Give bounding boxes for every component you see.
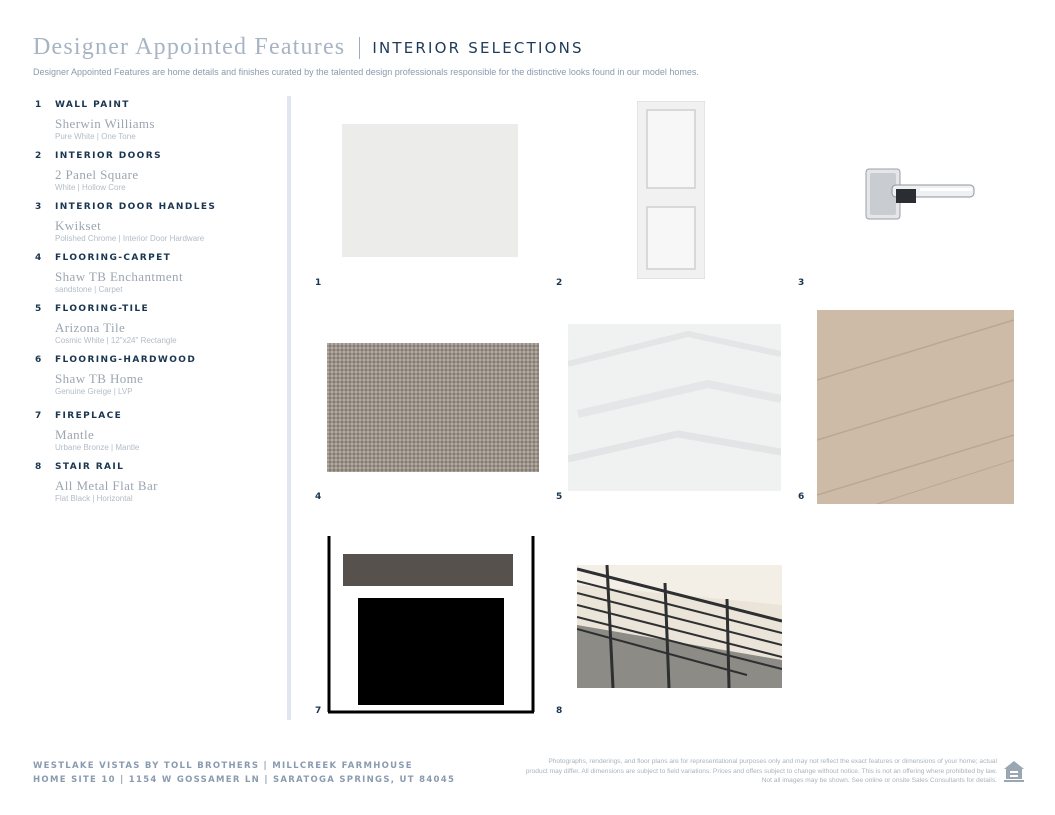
item-category: FLOORING-HARDWOOD xyxy=(55,355,197,365)
vertical-divider xyxy=(287,96,291,720)
item-name: 2 Panel Square xyxy=(55,167,139,182)
page-subtitle: INTERIOR SELECTIONS xyxy=(372,38,584,57)
image-label-7: 7 xyxy=(315,706,322,716)
carpet-swatch xyxy=(327,343,539,472)
intro-text: Designer Appointed Features are home details and finishes curated by the talented design professionals responsible for the distinctive looks found in our model homes. xyxy=(33,67,699,77)
image-label-8: 8 xyxy=(556,706,563,716)
tile-swatch xyxy=(568,324,781,491)
item-detail: Cosmic White | 12"x24" Rectangle xyxy=(55,336,177,345)
item-detail: Urbane Bronze | Mantle xyxy=(55,443,140,452)
item-category: FLOORING-CARPET xyxy=(55,253,172,263)
item-number: 3 xyxy=(35,202,42,212)
item-detail: Genuine Greige | LVP xyxy=(55,387,133,396)
item-category: INTERIOR DOORS xyxy=(55,151,162,161)
footer-address xyxy=(33,759,455,787)
image-label-1: 1 xyxy=(315,278,322,288)
image-label-2: 2 xyxy=(556,278,563,288)
item-detail: Polished Chrome | Interior Door Hardware xyxy=(55,234,205,243)
footer-homesite: HOME SITE 10 | 1154 W GOSSAMER LN | SARATOGA SPRINGS, UT 84045 xyxy=(33,775,456,785)
item-category: STAIR RAIL xyxy=(55,462,125,472)
item-category: FLOORING-TILE xyxy=(55,304,150,314)
item-category: WALL PAINT xyxy=(55,100,130,110)
page-title: Designer Appointed Features xyxy=(33,34,346,60)
item-detail: White | Hollow Core xyxy=(55,183,126,192)
item-category: FIREPLACE xyxy=(55,411,123,421)
footer-disclaimer: Photographs, renderings, and floor plans are for representational purposes only and may not reflect the exact features or dimensions of your home; actual product may differ. All dimensions are subject to field variations. Prices and offers subject to change without notice. This is not an offering where prohibited by law. Not all images may be shown. See online or onsite Sales Consultants for details. xyxy=(525,758,997,784)
item-number: 1 xyxy=(35,100,42,110)
hardwood-swatch xyxy=(817,310,1014,504)
title-row xyxy=(33,34,1033,61)
image-label-5: 5 xyxy=(556,492,563,502)
wall-paint-swatch xyxy=(342,124,518,257)
door-handle-image xyxy=(862,165,980,225)
page-header xyxy=(33,34,1033,77)
fireplace-image xyxy=(326,536,536,714)
item-name: Arizona Tile xyxy=(55,320,126,335)
item-name: Sherwin Williams xyxy=(55,116,155,131)
item-name: All Metal Flat Bar xyxy=(55,478,158,493)
stair-rail-image xyxy=(577,565,782,688)
item-number: 8 xyxy=(35,462,42,472)
item-name: Mantle xyxy=(55,427,95,442)
equal-housing-opportunity-icon xyxy=(1002,759,1026,783)
image-label-6: 6 xyxy=(798,492,805,502)
item-detail: sandstone | Carpet xyxy=(55,285,123,294)
item-number: 4 xyxy=(35,253,42,263)
item-name: Kwikset xyxy=(55,218,102,233)
item-number: 7 xyxy=(35,411,42,421)
item-name: Shaw TB Home xyxy=(55,371,144,386)
item-name: Shaw TB Enchantment xyxy=(55,269,183,284)
item-detail: Pure White | One Tone xyxy=(55,132,136,141)
image-label-4: 4 xyxy=(315,492,322,502)
footer-community: WESTLAKE VISTAS BY TOLL BROTHERS | MILLCREEK FARMHOUSE xyxy=(33,761,413,771)
interior-door-image xyxy=(637,101,705,279)
item-category: INTERIOR DOOR HANDLES xyxy=(55,202,217,212)
title-divider xyxy=(359,37,360,59)
item-number: 2 xyxy=(35,151,42,161)
item-detail: Flat Black | Horizontal xyxy=(55,494,133,503)
item-number: 5 xyxy=(35,304,42,314)
item-number: 6 xyxy=(35,355,42,365)
image-label-3: 3 xyxy=(798,278,805,288)
